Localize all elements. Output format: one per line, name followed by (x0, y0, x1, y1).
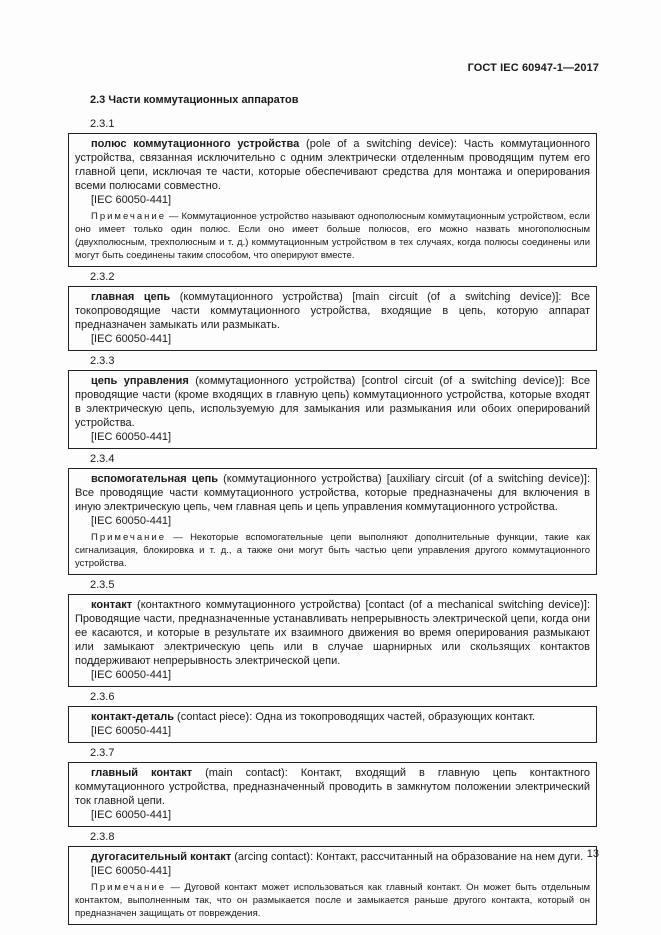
definition-box (68, 370, 597, 449)
reference: [IEC 60050-441] (91, 669, 172, 681)
term: контакт-деталь (91, 711, 174, 723)
note-label: Примечание (91, 211, 166, 222)
note (75, 531, 590, 570)
reference: [IEC 60050-441] (91, 865, 172, 877)
clause-number: 2.3.8 (90, 831, 115, 843)
section-title: 2.3 Части коммутационных аппаратов (90, 94, 299, 106)
definition-box (68, 286, 597, 351)
definition-body: (коммутационного устройства) [auxiliary circuit (of a switching device)]: Все проводящие части коммутационного устройства, которые предназначены для включения в иную электрическую цепь, чем главная цепь и цепь управления коммутационного устройства. (75, 473, 590, 513)
definitions-list (68, 114, 597, 925)
definition-box (68, 846, 597, 925)
definition-text (75, 598, 590, 668)
note-label: Примечание (91, 532, 166, 543)
clause-number: 2.3.6 (90, 691, 115, 703)
clause-number: 2.3.1 (90, 118, 115, 130)
note-label: Примечание (91, 882, 166, 893)
term: полюс коммутационного устройства (91, 138, 300, 150)
term: цепь управления (91, 375, 189, 387)
term: дугогасительный контакт (91, 851, 232, 863)
reference: [IEC 60050-441] (91, 333, 172, 345)
clause-number: 2.3.3 (90, 355, 115, 367)
definition-box (68, 133, 597, 267)
note (75, 210, 590, 262)
reference: [IEC 60050-441] (91, 809, 172, 821)
term: главная цепь (91, 291, 171, 303)
term: главный контакт (91, 767, 193, 779)
reference: [IEC 60050-441] (91, 515, 172, 527)
note (75, 881, 590, 920)
definition-body: (arcing contact): Контакт, рассчитанный на образование на нем дуги. (231, 851, 584, 863)
definition-body: (контактного коммутационного устройства) [contact (of a mechanical switching device)]: Проводящие части, предназначенные устанавливать непрерывность электрической цепи, когда они ее касаются, и которые в результате их взаимного движения во время оперирования размыкают или замыкают электрическую цепь или в случае шарнирных или скользящих контактов поддерживают непрерывность электрической цепи. (75, 599, 590, 667)
definition-text (75, 137, 590, 193)
definition-box (68, 762, 597, 827)
clause-number: 2.3.7 (90, 747, 115, 759)
definition-text (75, 710, 590, 724)
reference: [IEC 60050-441] (91, 194, 172, 206)
reference: [IEC 60050-441] (91, 431, 172, 443)
document-standard-header: ГОСТ IEC 60947-1—2017 (467, 62, 599, 74)
clause-number: 2.3.2 (90, 271, 115, 283)
definition-text (75, 850, 590, 864)
definition-text (75, 290, 590, 332)
definition-body: (pole of a switching device): Часть коммутационного устройства, связанная исключительно с одним электрически отделенным проводящим путем его главной цепи, исключая те части, которые обеспечивают средства для монтажа и оперирования всеми полюсами совместно. (75, 138, 590, 192)
definition-text (75, 472, 590, 514)
clause-number: 2.3.4 (90, 453, 115, 465)
definition-body: (коммутационного устройства) [control circuit (of a switching device)]: Все проводящие части (кроме входящих в главную цепь) коммутационного устройства, которые входят в электрическую цепь, используемую для замыкания или размыкания или обоих оперирований устройства. (75, 375, 591, 429)
note-text: — Дуговой контакт может использоваться как главный контакт. Он может быть отдельным контактом, выполненным так, что он размыкается после и замыкается раньше другого контакта, который он предназначен защищать от повреждения. (75, 882, 590, 919)
definition-text (75, 766, 590, 808)
definition-box (68, 706, 597, 743)
clause-number: 2.3.5 (90, 579, 115, 591)
page-number: 13 (586, 848, 599, 860)
definition-body: (коммутационного устройства) [main circuit (of a switching device)]: Все токопроводящие части коммутационного устройства, входящие в цепь, которую аппарат предназначен замыкать или размыкать. (75, 291, 590, 331)
reference: [IEC 60050-441] (91, 725, 172, 737)
term: контакт (91, 599, 133, 611)
note-text: — Некоторые вспомогательные цепи выполняют дополнительные функции, такие как сигнализация, блокировка и т. д., а также они могут быть частью цепи управления другого коммутационного устройства. (75, 532, 590, 569)
definition-body: (main contact): Контакт, входящий в главную цепь контактного коммутационного устройства, предназначенный проводить в замкнутом положении электрический ток главной цепи. (75, 767, 590, 807)
term: вспомогательная цепь (91, 473, 219, 485)
definition-box (68, 594, 597, 687)
definition-body: (contact piece): Одна из токопроводящих частей, образующих контакт. (174, 711, 536, 723)
definition-text (75, 374, 590, 430)
note-text: — Коммутационное устройство называют однополюсным коммутационным устройством, если оно имеет только один полюс. Если оно имеет больше полюсов, его можно назвать многополюсным (двухполюсным, трехполюсным и т. д.) коммутационным устройством в тех случаях, когда полюсы соединены или могут быть соединены таким способом, что оперируют вместе. (75, 211, 590, 261)
definition-box (68, 468, 597, 575)
